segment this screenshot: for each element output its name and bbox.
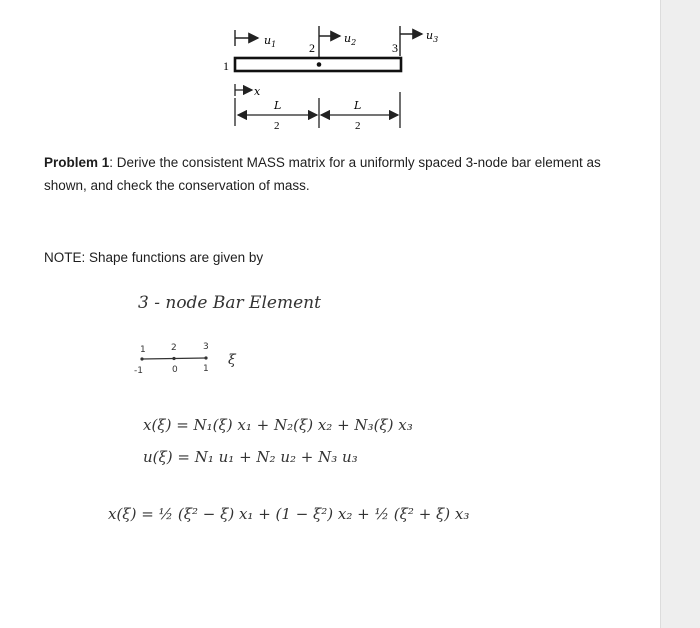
node-label-1: 1 <box>223 59 229 73</box>
mid-node-dot <box>317 62 322 67</box>
problem-statement <box>44 151 644 197</box>
natural-coord-zero: 0 <box>172 365 178 375</box>
equation-u: u(ξ) = N₁ u₁ + N₂ u₂ + N₃ u₃ <box>143 448 358 466</box>
handwritten-notes <box>0 270 660 610</box>
right-margin-bar <box>660 0 700 628</box>
x-axis-arrow <box>235 84 252 96</box>
natural-node-label-3: 3 <box>203 342 209 352</box>
natural-coord-minus-one: -1 <box>134 366 143 376</box>
xi-symbol: ξ <box>228 352 236 368</box>
half-length-numerator-2: L <box>354 99 362 112</box>
displacement-label-1: $u_1$ <box>264 34 277 49</box>
equation-expanded: x(ξ) = ½ (ξ² − ξ) x₁ + (1 − ξ²) x₂ + ½ (ξ² + ξ) x₃ <box>108 505 470 523</box>
displacement-arrow-2 <box>319 26 340 58</box>
displacement-label-3: $u_3$ <box>426 29 439 44</box>
natural-coord-one: 1 <box>203 364 209 374</box>
displacement-arrow-3 <box>400 26 422 56</box>
x-coordinate-label: x <box>254 85 261 98</box>
half-length-denominator-2: 2 <box>355 120 361 132</box>
half-length-numerator-1: L <box>274 99 282 112</box>
equation-x: x(ξ) = N₁(ξ) x₁ + N₂(ξ) x₂ + N₃(ξ) x₃ <box>143 416 413 434</box>
shape-function-note: NOTE: Shape functions are given by <box>44 250 264 265</box>
handwritten-title: 3 - node Bar Element <box>138 293 321 313</box>
node-label-3: 3 <box>392 41 398 55</box>
natural-node-label-1: 1 <box>140 345 146 355</box>
problem-text: : Derive the consistent MASS matrix for a uniformly spaced 3-node bar element as shown, and check the conservation of mass. <box>44 155 601 193</box>
bar-element-diagram <box>200 12 440 140</box>
node-label-2: 2 <box>309 41 315 55</box>
problem-heading: Problem 1 <box>44 155 110 170</box>
displacement-arrow-1 <box>235 30 258 46</box>
displacement-label-2: $u_2$ <box>344 32 357 47</box>
natural-node-label-2: 2 <box>171 343 177 353</box>
half-length-denominator-1: 2 <box>274 120 280 132</box>
